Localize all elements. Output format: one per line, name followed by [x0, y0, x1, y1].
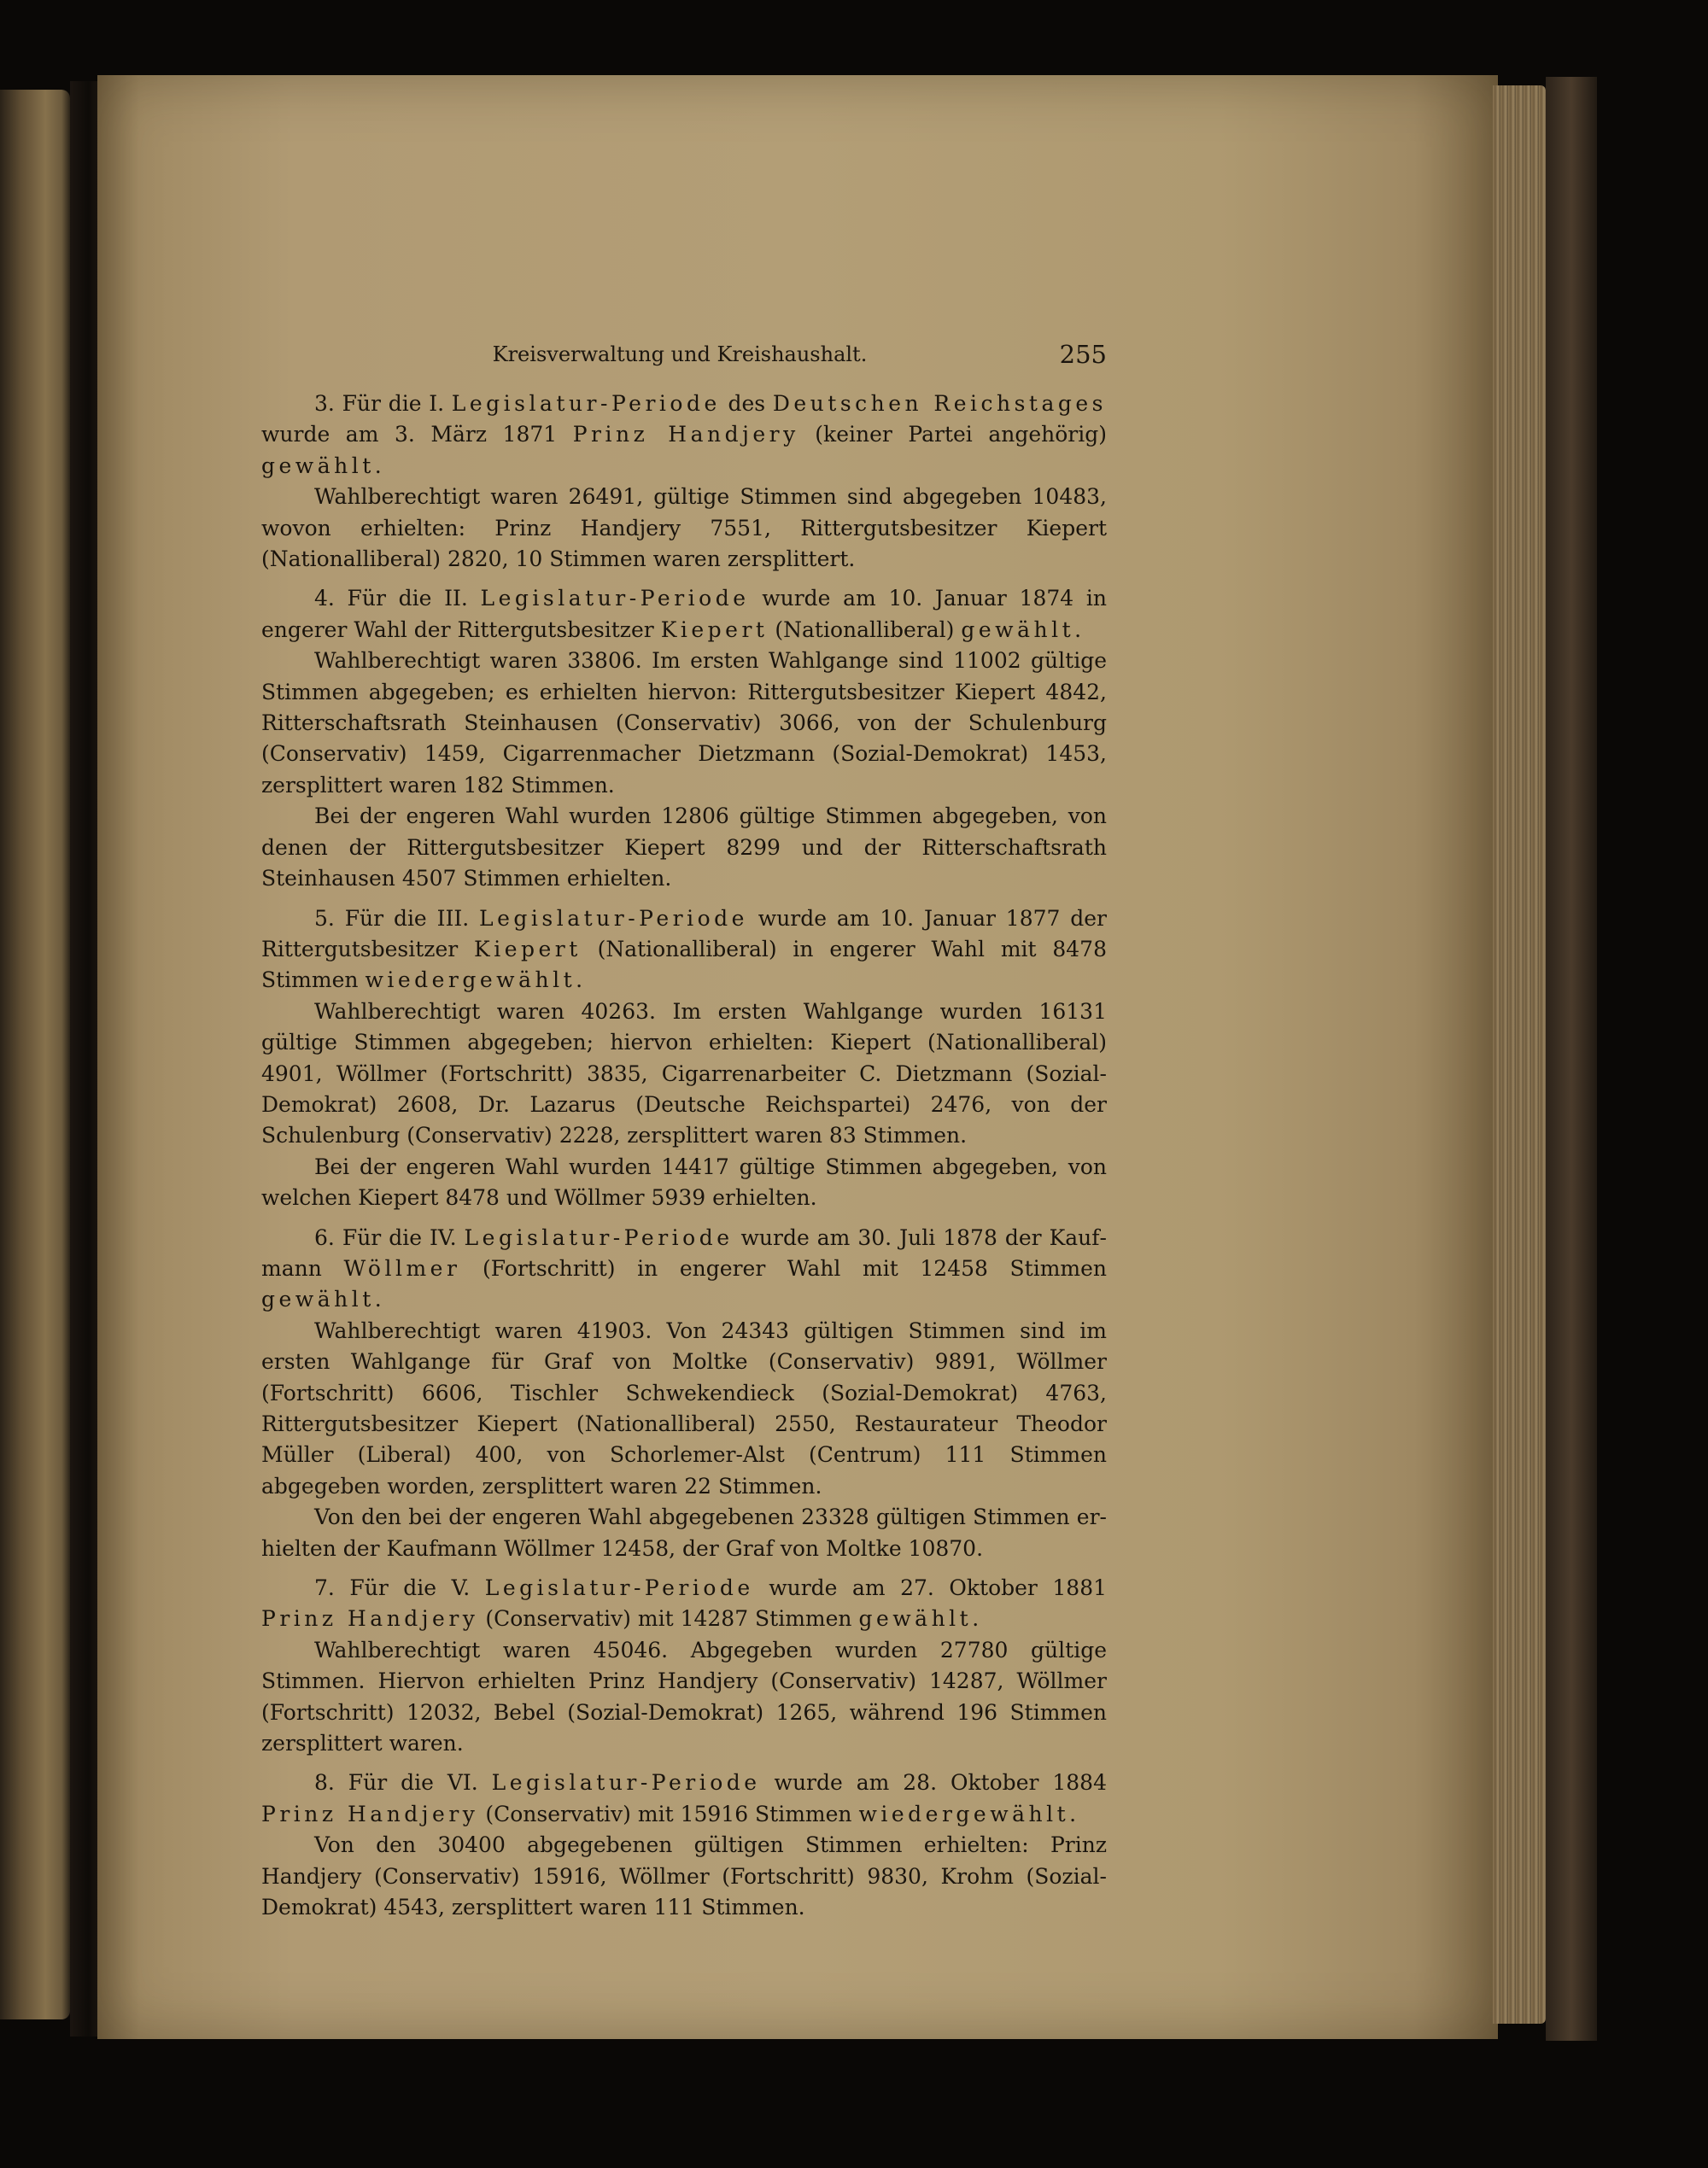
spaced-emphasis-text: Legislatur-Periode: [451, 391, 721, 416]
text-run: 4. Für die II.: [314, 586, 481, 611]
text-run: Wahlberechtigt waren 40263. Im ersten Wahlgange wurden 16131 gültige Stimmen abgegeben; hiervon erhielten: Kiepert (Nationalliberal) 4901, Wöllmer (Fortschritt) 3835, Cigarrenarbeiter C. Dietzmann (Sozial-Demokrat) 2608, Dr. Lazarus (Deutsche Reichspartei) 2476, von der Schulenburg (Conservativ) 2228, zersplittert waren 83 Stimmen.: [261, 998, 1107, 1148]
text-run: 6. Für die IV.: [314, 1224, 465, 1250]
text-run: (Nationalliberal): [768, 617, 962, 642]
running-head-title: Kreisverwaltung und Kreishaushalt.: [492, 342, 868, 366]
spaced-emphasis-text: Legislatur-Periode: [491, 1770, 761, 1796]
paragraph: [261, 996, 1107, 1152]
spaced-emphasis-text: Prinz Handjery: [572, 422, 799, 447]
spaced-emphasis-text: gewählt: [961, 617, 1075, 642]
spaced-emphasis-text: Legislatur-Periode: [480, 586, 750, 611]
spaced-emphasis-text: gewählt: [261, 1287, 375, 1312]
running-head: [253, 335, 1107, 374]
text-run: .: [1069, 1801, 1077, 1826]
text-run: .: [576, 967, 583, 993]
text-run: wurde am 3. März 1871: [261, 422, 573, 447]
paragraph: [261, 583, 1107, 646]
text-run: wurde am 10. Januar 1877 der Rittergutsbesitzer: [261, 905, 1108, 961]
text-run: Von den bei der engeren Wahl abgegebenen 23328 gültigen Stimmen erhielten der Kaufmann Wöllmer 12458, der Graf von Moltke 10870.: [261, 1505, 1107, 1561]
paragraph: [261, 1768, 1107, 1830]
text-run: Wahlberechtigt waren 45046. Abgegeben wurden 27780 gültige Stimmen. Hiervon erhielten Prinz Handjery (Conservativ) 14287, Wöllmer (Fortschritt) 12032, Bebel (Sozial-Demokrat) 1265, während 196 Stimmen zersplittert waren.: [261, 1637, 1107, 1756]
spaced-emphasis-text: Prinz Handjery: [261, 1801, 479, 1826]
spaced-emphasis-text: Kiepert: [660, 617, 769, 642]
text-run: 8. Für die VI.: [314, 1770, 492, 1796]
paragraph: [261, 1635, 1107, 1760]
spaced-emphasis-text: Legislatur-Periode: [464, 1224, 734, 1250]
paragraph: [261, 1316, 1107, 1502]
text-run: wurde am 10. Januar 1874 in engerer Wahl der Rittergutsbesitzer: [261, 586, 1107, 642]
paragraph: [261, 482, 1107, 575]
text-run: .: [972, 1606, 980, 1632]
paragraph: [261, 646, 1107, 801]
text-run: Wahlberechtigt waren 41903. Von 24343 gültigen Stimmen sind im ersten Wahlgange für Graf von Moltke (Conservativ) 9891, Wöllmer (Fortschritt) 6606, Tischler Schwekendieck (Sozial-Demokrat) 4763, Rittergutsbesitzer Kiepert (Nationalliberal) 2550, Restaurateur Theodor Müller (Liberal) 400, von Schorlemer-Alst (Centrum) 111 Stimmen abgegeben worden, zersplittert waren 22 Stimmen.: [261, 1318, 1107, 1499]
paragraph: [261, 1830, 1107, 1923]
text-run: 7. Für die V.: [314, 1575, 485, 1601]
text-run: (Conservativ) mit 14287 Stimmen: [478, 1606, 859, 1632]
spaced-emphasis-text: gewählt: [858, 1606, 973, 1632]
text-run: 3. Für die I.: [314, 391, 452, 416]
paragraph: [261, 1223, 1107, 1316]
spaced-emphasis-text: Deutschen Reichstages: [772, 391, 1108, 416]
paragraph: [261, 1502, 1107, 1564]
text-run: 5. Für die III.: [314, 905, 479, 931]
book-gutter: [70, 81, 101, 2037]
text-run: Wahlberechtigt waren 33806. Im ersten Wahlgange sind 11002 gültige Stimmen abgegeben; es erhielten hiervon: Rittergutsbesitzer Kiepert 4842, Ritterschaftsrath Steinhausen (Conservativ) 3066, von der Schulenburg (Conservativ) 1459, Cigarrenmacher Dietzmann (Sozial-Demokrat) 1453, zersplittert waren 182 Stimmen.: [261, 648, 1107, 798]
paragraph: [261, 1573, 1107, 1635]
spaced-emphasis-text: wiedergewählt: [365, 967, 576, 993]
spaced-emphasis-text: Wöllmer: [343, 1255, 461, 1281]
text-run: .: [374, 453, 382, 478]
text-run: (Fortschritt) in engerer Wahl mit 12458 Stimmen: [460, 1255, 1107, 1281]
text-run: wurde am 28. Oktober 1884: [760, 1770, 1107, 1796]
page-fore-edge: [1493, 85, 1546, 2024]
paragraph: [261, 903, 1107, 996]
text-run: Wahlberechtigt waren 26491, gültige Stimmen sind abgegeben 10483, wovon erhielten: Prinz Handjery 7551, Rittergutsbesitzer Kiepert (Nationalliberal) 2820, 10 Stimmen waren zersplittert.: [261, 484, 1107, 572]
text-run: Bei der engeren Wahl wurden 12806 gültige Stimmen abgegeben, von denen der Rittergutsbesitzer Kiepert 8299 und der Ritterschaftsrath Steinhausen 4507 Stimmen erhielten.: [261, 804, 1107, 891]
text-run: (Conservativ) mit 15916 Stimmen: [478, 1801, 859, 1826]
text-run: Von den 30400 abgegebenen gültigen Stimmen erhielten: Prinz Handjery (Conservativ) 15916, Wöllmer (Fortschritt) 9830, Krohm (Sozial-Demokrat) 4543, zersplittert waren 111 Stimmen.: [261, 1832, 1107, 1920]
spaced-emphasis-text: Prinz Handjery: [261, 1606, 479, 1632]
book-cover-edge: [1546, 77, 1597, 2041]
text-run: wurde am 27. Oktober 1881: [753, 1575, 1107, 1601]
text-run: .: [1074, 617, 1082, 642]
text-run: .: [374, 1287, 382, 1312]
text-run: wurde am 30. Juli 1878 der Kaufmann: [261, 1224, 1107, 1281]
spaced-emphasis-text: Kiepert: [474, 936, 582, 961]
spaced-emphasis-text: wiedergewählt: [858, 1801, 1070, 1826]
paragraph: [261, 389, 1107, 482]
left-page-edge: [0, 90, 70, 2019]
text-run: (Nationalliberal) in engerer Wahl mit 8478 Stimmen: [261, 936, 1107, 993]
page-number: 255: [1059, 340, 1107, 369]
text-run: des: [720, 391, 773, 416]
text-run: (keiner Partei angehörig): [798, 422, 1107, 447]
paragraph: [261, 1152, 1107, 1214]
body-text: [261, 389, 1107, 1924]
spaced-emphasis-text: Legislatur-Periode: [479, 905, 748, 931]
text-run: Bei der engeren Wahl wurden 14417 gültige Stimmen abgegeben, von welchen Kiepert 8478 und Wöllmer 5939 erhielten.: [261, 1154, 1107, 1211]
paragraph: [261, 801, 1107, 894]
spaced-emphasis-text: gewählt: [261, 453, 375, 478]
spaced-emphasis-text: Legislatur-Periode: [484, 1575, 754, 1601]
